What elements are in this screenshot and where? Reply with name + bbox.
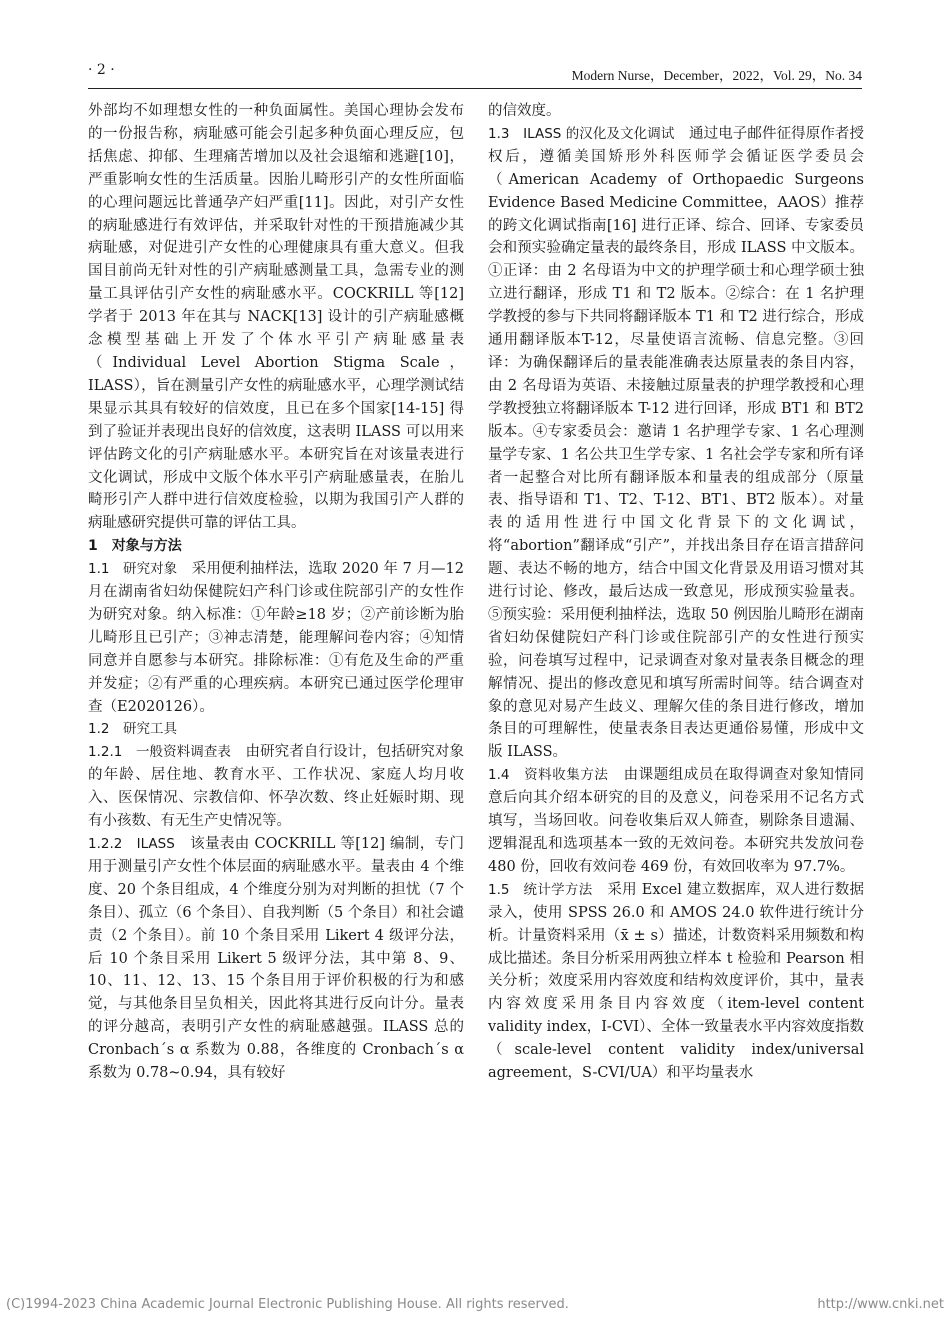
section-1-5-body: 采用 Excel 建立数据库，双人进行数据录入，使用 SPSS 26.0 和 AMOS 24.0 软件进行统计分析。计量资料采用（x̄ ± s）描述，计数资料采用频数和构成比描述。条目分析采用两独立样本 t 检验和 Pearson 相关分析；效度采用内容效度和结构效度评价，其中，量表内容效度采用条目内容效度（item-level content validity index，I-CVI）、全体一致量表水平内容效度指数（scale-level content validity index/universal agreement，S-CVI/UA）和平均量表水 <box>488 881 864 1082</box>
page-footer <box>0 1297 950 1317</box>
section-1-2-1 <box>88 741 464 833</box>
section-1-2-2-body: 该量表由 COCKRILL 等[12] 编制，专门用于测量引产女性个体层面的病耻感水平。量表由 4 个维度、20 个条目组成，4 个维度分别为对判断的担忧（7 个条目）、孤立（6 个条目）、自我判断（5 个条目）和社会谴责（2 个条目）。前 10 个条目采用 Likert 4 级评分法，后 10 个条目采用 Likert 5 级评分法，其中第 8、9、10、11、12、13、15 个条目用于评价积极的行为和感觉，与其他条目呈负相关，因此将其进行反向计分。量表的评分越高，表明引产女性的病耻感越强。ILASS 总的 Cronbach´s α 系数为 0.88，各维度的 Cronbach´s α 系数为 0.78~0.94，具有较好 <box>88 836 465 1082</box>
section-1-2-1-body: 由研究者自行设计，包括研究对象的年龄、居住地、教育水平、工作状况、家庭人均月收入、医保情况、宗教信仰、怀孕次数、终止妊娠时期、现有小孩数、有无生产史情况等。 <box>88 744 465 830</box>
section-1-1 <box>88 558 464 718</box>
section-1-1-body: 采用便利抽样法，选取 2020 年 7 月—12 月在湖南省妇幼保健院妇产科门诊或住院部引产的女性作为研究对象。纳入标准：①年龄≥18 岁；②产前诊断为胎儿畸形且已引产；③神志清楚，能理解问卷内容；④知情同意并自愿参与本研究。排除标准：①有危及生命的严重并发症；②有严重的心理疾病。本研究已通过医学伦理审查（E2020126）。 <box>88 561 464 715</box>
website-link[interactable]: http://www.cnki.net <box>817 1297 944 1312</box>
section-1-2-heading <box>88 718 464 741</box>
section-1-2-1-title: 1.2.1 一般资料调查表 <box>88 744 231 761</box>
section-1-4-body: 由课题组成员在取得调查对象知情同意后向其介绍本研究的目的及意义，问卷采用不记名方式填写，当场回收。问卷收集后双人筛查，剔除条目遗漏、逻辑混乱和选项基本一致的无效问卷。本研究共发放问卷 480 份，回收有效问卷 469 份，有效回收率为 97.7%。 <box>488 767 865 875</box>
page-header <box>88 62 862 86</box>
section-1-4-title: 1.4 资料收集方法 <box>488 767 609 784</box>
section-1-3-body: 通过电子邮件征得原作者授权后，遵循美国矫形外科医师学会循证医学委员会（American Academy of Orthopaedic Surgeons Evidence Based Medicine Committee，AAOS）推荐的跨文化调试指南[16] 进行正译、综合、回译、专家委员会和预实验确定量表的最终条目，形成 ILASS 中文版本。①正译：由 2 名母语为中文的护理学硕士和心理学硕士独立进行翻译，形成 T1 和 T2 版本。②综合：在 1 名护理学教授的参与下共同将翻译版本 T1 和 T2 进行综合，形成通用翻译版本T-12，尽量使语言流畅、信息完整。③回译：为确保翻译后的量表能准确表达原量表的条目内容，由 2 名母语为英语、未接触过原量表的护理学教授和心理学教授独立将翻译版本 T-12 进行回译，形成 BT1 和 BT2 版本。④专家委员会：邀请 1 名护理学专家、1 名心理测量学专家、1 名公共卫生学专家、1 名社会学专家和所有译者一起整合对比所有翻译版本和量表的组成部分（原量表、指导语和 T1、T2、T-12、BT1、BT2 版本）。对量表的适用性进行中国文化背景下的文化调试，将“abortion”翻译成“引产”，并找出条目存在语言措辞问题、表达不畅的地方，结合中国文化背景及用语习惯对其进行讨论、修改，最后达成一致意见，形成预实验量表。⑤预实验：采用便利抽样法，选取 50 例因胎儿畸形在湖南省妇幼保健院妇产科门诊或住院部引产的女性进行预实验，问卷填写过程中，记录调查对象对量表条目概念的理解情况、提出的修改意见和填写所需时间等。结合调查对象的意见对易产生歧义、理解欠佳的条目进行修改，增加条目的可理解性，使量表条目表达更通俗易懂，形成中文版 ILASS。 <box>488 125 865 761</box>
header-rule <box>88 88 862 89</box>
section-1-2-2 <box>88 833 464 1085</box>
section-1-5 <box>488 879 864 1085</box>
copyright-notice: (C)1994-2023 China Academic Journal Electronic Publishing House. All rights reserved. <box>6 1297 569 1312</box>
section-1-4 <box>488 764 864 879</box>
section-1-3 <box>488 123 864 764</box>
continued-text: 的信效度。 <box>488 103 561 119</box>
section-1-2-title: 1.2 研究工具 <box>88 721 177 738</box>
section-1-3-title: 1.3 ILASS 的汉化及文化调试 <box>488 125 675 142</box>
section-1-5-title: 1.5 统计学方法 <box>488 881 593 898</box>
section-1-1-title: 1.1 研究对象 <box>88 561 178 578</box>
page-number: · 2 · <box>88 62 115 78</box>
section-1-2-2-title: 1.2.2 ILASS <box>88 836 175 852</box>
left-column <box>88 100 464 1085</box>
intro-paragraph: 外部均不如理想女性的一种负面属性。美国心理协会发布的一份报告称，病耻感可能会引起多种负面心理反应，包括焦虑、抑郁、生理痛苦增加以及社会退缩和逃避[10]，严重影响女性的生活质量。因胎儿畸形引产的女性所面临的心理问题远比普通孕产妇严重[11]。因此，对引产女性的病耻感进行有效评估，并采取针对性的干预措施减少其病耻感，对促进引产女性的心理健康具有重大意义。但我国目前尚无针对性的引产病耻感测量工具，急需专业的测量工具评估引产女性的病耻感水平。COCKRILL 等[12] 学者于 2013 年在其与 NACK[13] 设计的引产病耻感概念模型基础上开发了个体水平引产病耻感量表（Individual Level Abortion Stigma Scale，ILASS），旨在测量引产女性的病耻感水平，心理学测试结果显示其具有较好的信效度，且已在多个国家[14-15] 得到了验证并表现出良好的信效度，这表明 ILASS 可以用来评估跨文化的引产病耻感水平。本研究旨在对该量表进行文化调试，形成中文版个体水平引产病耻感量表，在胎儿畸形引产人群中进行信效度检验，以期为我国引产人群的病耻感研究提供可靠的评估工具。 <box>88 103 464 532</box>
journal-reference: Modern Nurse，December，2022，Vol. 29，No. 34 <box>571 68 862 83</box>
right-column <box>488 100 864 1085</box>
section-1-heading: 1 对象与方法 <box>88 538 182 555</box>
